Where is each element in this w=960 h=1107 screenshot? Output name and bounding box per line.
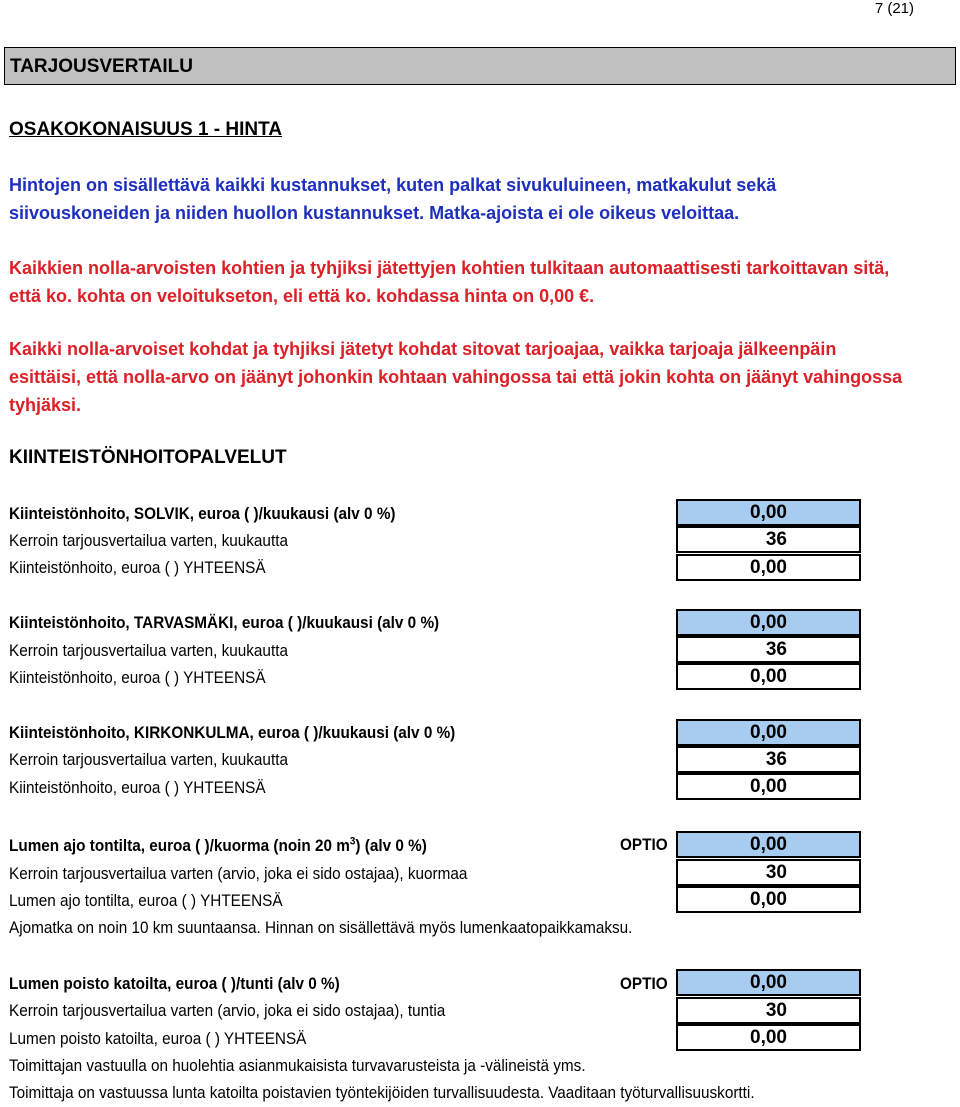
factor-value-roof-snow: 30	[676, 997, 861, 1024]
factor-value-snow-removal: 30	[676, 859, 861, 886]
price-label-snow-removal	[9, 836, 427, 856]
total-value-tarvasmaki: 0,00	[676, 663, 861, 690]
factor-value-tarvasmaki: 36	[676, 636, 861, 663]
note-roof-snow-safety-equipment: Toimittajan vastuulla on huolehtia asianmukaisista turvavarusteista ja -välineistä yms.	[9, 1056, 586, 1075]
optio-label-snow-removal: OPTIO	[620, 835, 668, 854]
total-value-kirkonkulma: 0,00	[676, 773, 861, 800]
total-label-tarvasmaki: Kiinteistönhoito, euroa ( ) YHTEENSÄ	[9, 668, 266, 687]
price-label-solvik: Kiinteistönhoito, SOLVIK, euroa ( )/kuukausi (alv 0 %)	[9, 504, 396, 523]
total-value-snow-removal: 0,00	[676, 886, 861, 913]
factor-label-kirkonkulma: Kerroin tarjousvertailua varten, kuukautta	[9, 750, 288, 769]
document-header: TARJOUSVERTAILU	[4, 47, 956, 85]
note-binding: Kaikki nolla-arvoiset kohdat ja tyhjiksi jätetyt kohdat sitovat tarjoajaa, vaikka tarjoaja jälkeenpäin esittäisi, että nolla-arvo on jäänyt johonkin kohtaan vahingossa tai että jokin kohta on jäänyt vahingossa tyhjäksi.	[9, 339, 903, 415]
price-label-snow-removal-tail: ) (alv 0 %)	[355, 836, 427, 855]
section-heading: KIINTEISTÖNHOITOPALVELUT	[9, 447, 287, 468]
price-input-kirkonkulma[interactable]: 0,00	[676, 719, 861, 746]
total-value-solvik: 0,00	[676, 554, 861, 581]
total-label-roof-snow: Lumen poisto katoilta, euroa ( ) YHTEENSÄ	[9, 1029, 307, 1048]
price-input-roof-snow[interactable]: 0,00	[676, 969, 861, 996]
factor-label-roof-snow: Kerroin tarjousvertailua varten (arvio, joka ei sido ostajaa), tuntia	[9, 1001, 446, 1020]
superscript-3: 3	[349, 835, 356, 848]
price-label-kirkonkulma: Kiinteistönhoito, KIRKONKULMA, euroa ( )/kuukausi (alv 0 %)	[9, 723, 456, 742]
factor-value-solvik: 36	[676, 526, 861, 553]
factor-value-kirkonkulma: 36	[676, 746, 861, 773]
price-label-roof-snow: Lumen poisto katoilta, euroa ( )/tunti (alv 0 %)	[9, 974, 340, 993]
total-value-roof-snow: 0,00	[676, 1024, 861, 1051]
total-label-kirkonkulma: Kiinteistönhoito, euroa ( ) YHTEENSÄ	[9, 778, 266, 797]
price-label-snow-removal-text: Lumen ajo tontilta, euroa ( )/kuorma (noin 20 m	[9, 836, 350, 855]
price-input-snow-removal[interactable]: 0,00	[676, 831, 861, 858]
optio-label-roof-snow: OPTIO	[620, 974, 668, 993]
price-label-tarvasmaki: Kiinteistönhoito, TARVASMÄKI, euroa ( )/kuukausi (alv 0 %)	[9, 613, 440, 632]
price-input-solvik[interactable]: 0,00	[676, 499, 861, 526]
factor-label-tarvasmaki: Kerroin tarjousvertailua varten, kuukautta	[9, 641, 288, 660]
total-label-snow-removal: Lumen ajo tontilta, euroa ( ) YHTEENSÄ	[9, 891, 283, 910]
price-input-tarvasmaki[interactable]: 0,00	[676, 609, 861, 636]
total-label-solvik: Kiinteistönhoito, euroa ( ) YHTEENSÄ	[9, 558, 266, 577]
page-number: 7 (21)	[874, 0, 914, 17]
note-zero-values: Kaikkien nolla-arvoisten kohtien ja tyhjiksi jätettyjen kohtien tulkitaan automaattisesti tarkoittavan sitä, että ko. kohta on veloitukseton, eli että ko. kohdassa hinta on 0,00 €.	[9, 258, 890, 306]
factor-label-solvik: Kerroin tarjousvertailua varten, kuukautta	[9, 531, 288, 550]
note-roof-snow-safety-card: Toimittaja on vastuussa lunta katoilta poistavien työntekijöiden turvallisuudesta. Vaaditaan työturvallisuuskortti.	[9, 1083, 755, 1102]
factor-label-snow-removal: Kerroin tarjousvertailua varten (arvio, joka ei sido ostajaa), kuormaa	[9, 864, 468, 883]
subtitle: OSAKOKONAISUUS 1 - HINTA	[9, 119, 283, 140]
note-costs: Hintojen on sisällettävä kaikki kustannukset, kuten palkat sivukuluineen, matkakulut sekä siivouskoneiden ja niiden huollon kustannukset. Matka-ajoista ei ole oikeus veloittaa.	[9, 175, 777, 223]
note-snow-removal: Ajomatka on noin 10 km suuntaansa. Hinnan on sisällettävä myös lumenkaatopaikkamaksu.	[9, 918, 633, 937]
